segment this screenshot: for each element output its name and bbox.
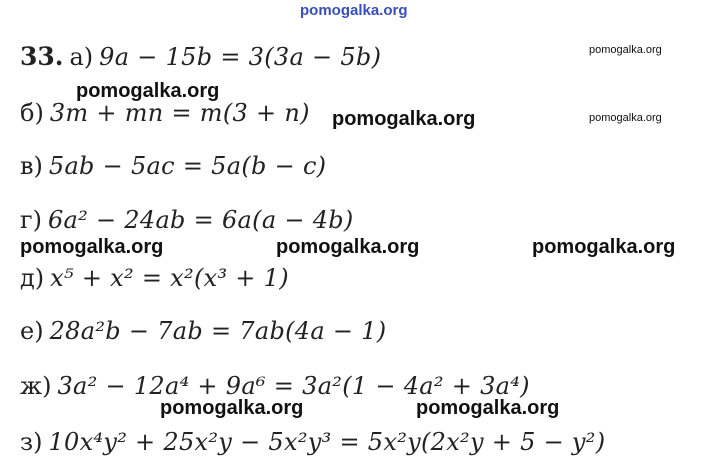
equation-line-e: [20, 316, 386, 346]
item-label: б): [20, 99, 44, 127]
equation-line-v: [20, 151, 326, 181]
equation-line-g: [20, 205, 354, 235]
equation-line-d: [20, 263, 289, 293]
watermark-2: pomogalka.org: [332, 108, 476, 130]
watermark-6: pomogalka.org: [160, 397, 304, 419]
watermark-top: pomogalka.org: [300, 2, 408, 19]
item-label: в): [20, 152, 43, 180]
equation-line-z: [20, 427, 605, 457]
equation-expression: x⁵ + x² = x²(x³ + 1): [50, 264, 289, 292]
equation-expression: 10x⁴y² + 25x²y − 5x²y³ = 5x²y(2x²y + 5 − y²): [48, 428, 606, 456]
equation-line-b: [20, 98, 310, 128]
equation-line-zh: [20, 371, 530, 401]
equation-line-a: [20, 42, 381, 72]
equation-expression: 3a² − 12a⁴ + 9a⁶ = 3a²(1 − 4a² + 3a⁴): [57, 372, 530, 400]
item-label: з): [20, 428, 43, 456]
watermark-small-1: pomogalka.org: [589, 44, 662, 56]
item-label: д): [20, 264, 45, 292]
item-label: а): [69, 43, 94, 71]
watermark-5: pomogalka.org: [532, 236, 676, 258]
watermark-1: pomogalka.org: [76, 80, 220, 102]
watermark-3: pomogalka.org: [20, 236, 164, 258]
equation-expression: 6a² − 24ab = 6a(a − 4b): [47, 206, 354, 234]
problem-number: 33.: [20, 42, 64, 71]
equation-expression: 9a − 15b = 3(3a − 5b): [99, 43, 382, 71]
watermark-small-2: pomogalka.org: [589, 112, 662, 124]
equation-expression: 5ab − 5ac = 5a(b − c): [48, 152, 327, 180]
watermark-4: pomogalka.org: [276, 236, 420, 258]
equation-expression: 3m + mn = m(3 + n): [49, 99, 310, 127]
item-label: ж): [20, 372, 52, 400]
watermark-7: pomogalka.org: [416, 397, 560, 419]
item-label: е): [20, 317, 44, 345]
equation-expression: 28a²b − 7ab = 7ab(4a − 1): [49, 317, 387, 345]
item-label: г): [20, 206, 42, 234]
